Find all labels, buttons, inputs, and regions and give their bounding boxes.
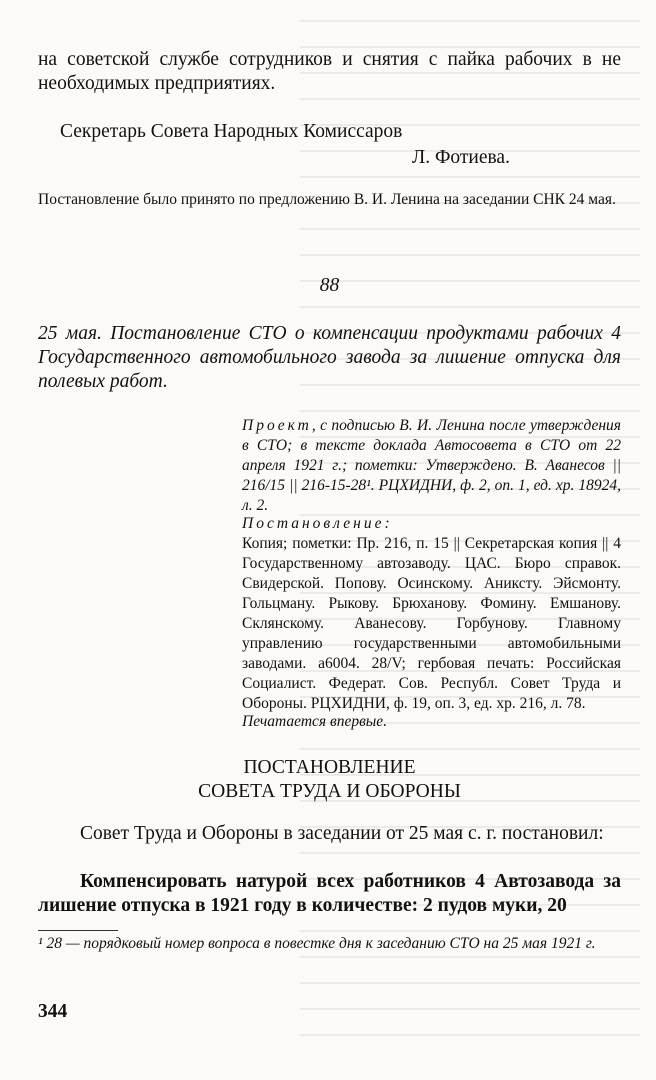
- signature-name: Л. Фотиева.: [412, 147, 510, 168]
- document-number: 88: [319, 275, 340, 296]
- first-published-note: Печатается впервые.: [242, 713, 388, 730]
- archive-note: [242, 416, 621, 516]
- footnote-divider: [38, 930, 118, 931]
- decree-label: Постановление:: [242, 515, 393, 532]
- decree-archive-text: Копия; пометки: Пр. 216, п. 15 || Секретарская копия || 4 Государственному автозаводу. ЦАС. Бюро справок. Свидерской. Попову. Осинскому. Аниксту. Эйсмонту. Гольцману. Рыкову. Брюханову. Фомину. Емшанову. Склянскому. Аванесову. Горбунову. Главному управлению государственными автомобильными заводами. а6004. 28/V; гербовая печать: Российская Социалист. Федерат. Сов. Республ. Совет Труда и Обороны. РЦХИДНИ, ф. 19, оп. 3, ед. хр. 216, л. 78.: [242, 535, 621, 712]
- footnote: ¹ 28 — порядковый номер вопроса в повестке дня к заседанию СТО на 25 мая 1921 г.: [38, 935, 596, 952]
- project-text: , с подписью В. И. Ленина после утверждения в СТО; в тексте доклада Автосовета в СТО от 22 апреля 1921 г.; пометки: Утверждено. В. Аванесов || 216/15 || 216-15-28¹. РЦХИДНИ, ф. 2, оп. 1, ед. хр. 18924, л. 2.: [242, 417, 621, 514]
- decree-title-line2: СОВЕТА ТРУДА И ОБОРОНЫ: [198, 781, 461, 802]
- decree-paragraph-1: Совет Труда и Обороны в заседании от 25 мая с. г. постановил:: [80, 823, 604, 844]
- adoption-note: Постановление было принято по предложению В. И. Ленина на заседании СНК 24 мая.: [38, 191, 616, 208]
- page-number: 344: [38, 1001, 68, 1022]
- top-continuation-text: на советской службе сотрудников и снятия с пайка рабочих в не необходимых предприятиях.: [38, 49, 621, 94]
- project-label: Проект: [242, 417, 312, 434]
- decree-archive-note: [242, 514, 621, 714]
- signature-title: Секретарь Совета Народных Комиссаров: [60, 121, 403, 142]
- decree-title-line1: ПОСТАНОВЛЕНИЕ: [243, 757, 416, 778]
- decree-paragraph-2: Компенсировать натурой всех работников 4 Автозавода за лишение отпуска в 1921 году в количестве: 2 пудов муки, 20: [38, 871, 621, 916]
- document-heading: 25 мая. Постановление СТО о компенсации продуктами рабочих 4 Государственного автомобильного завода за лишение отпуска для полевых работ.: [38, 323, 621, 392]
